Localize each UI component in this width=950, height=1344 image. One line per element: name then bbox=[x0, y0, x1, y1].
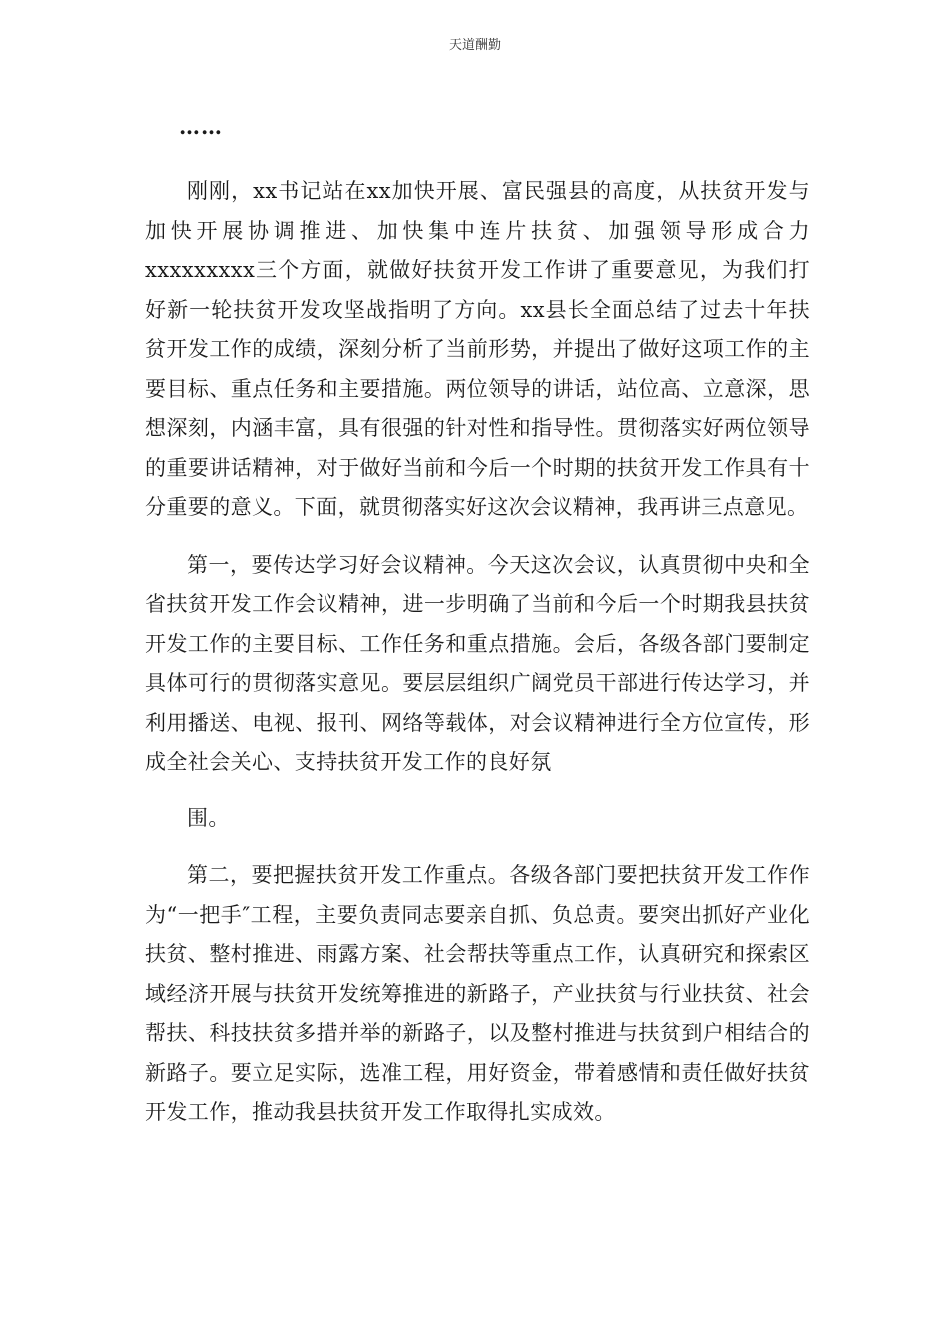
paragraph: 第二，要把握扶贫开发工作重点。各级各部门要把扶贫开发工作作为“一把手″工程，主要负责同志要亲自抓、负总责。要突出抓好产业化扶贫、整村推进、雨露方案、社会帮扶等重点工作，认真研究和探索区域经济开展与扶贫开发统筹推进的新路子，产业扶贫与行业扶贫、社会帮扶、科技扶贫多措并举的新路子，以及整村推进与扶贫到户相结合的新路子。要立足实际，选准工程，用好资金，带着感情和责任做好扶贫开发工作，推动我县扶贫开发工作取得扎实成效。 bbox=[145, 863, 810, 1124]
paragraph: 围。 bbox=[187, 805, 230, 830]
paragraph: 刚刚，xx书记站在xx加快开展、富民强县的高度，从扶贫开发与加快开展协调推进、加快集中连片扶贫、加强领导形成合力xxxxxxxxx三个方面，就做好扶贫开发工作讲了重要意见，为我们打好新一轮扶贫开发攻坚战指明了方向。xx县长全面总结了过去十年扶贫开发工作的成绩，深刻分析了当前形势，并提出了做好这项工作的主要目标、重点任务和主要措施。两位领导的讲话，站位高、立意深，思想深刻，内涵丰富，具有很强的针对性和指导性。贯彻落实好两位领导的重要讲话精神，对于做好当前和今后一个时期的扶贫开发工作具有十分重要的意义。下面，就贯彻落实好这次会议精神，我再讲三点意见。 bbox=[145, 179, 810, 519]
page-header: 天道酬勤 bbox=[448, 38, 501, 53]
ellipsis-marker: …… bbox=[179, 114, 223, 139]
document-body bbox=[145, 112, 810, 1133]
paragraph: 第一，要传达学习好会议精神。今天这次会议，认真贯彻中央和全省扶贫开发工作会议精神，进一步明确了当前和今后一个时期我县扶贫开发工作的主要目标、工作任务和重点措施。会后，各级各部门要制定具体可行的贯彻落实意见。要层层组织广阔党员干部进行传达学习，并利用播送、电视、报刊、网络等载体，对会议精神进行全方位宣传，形成全社会关心、支持扶贫开发工作的良好氛 bbox=[145, 552, 810, 774]
